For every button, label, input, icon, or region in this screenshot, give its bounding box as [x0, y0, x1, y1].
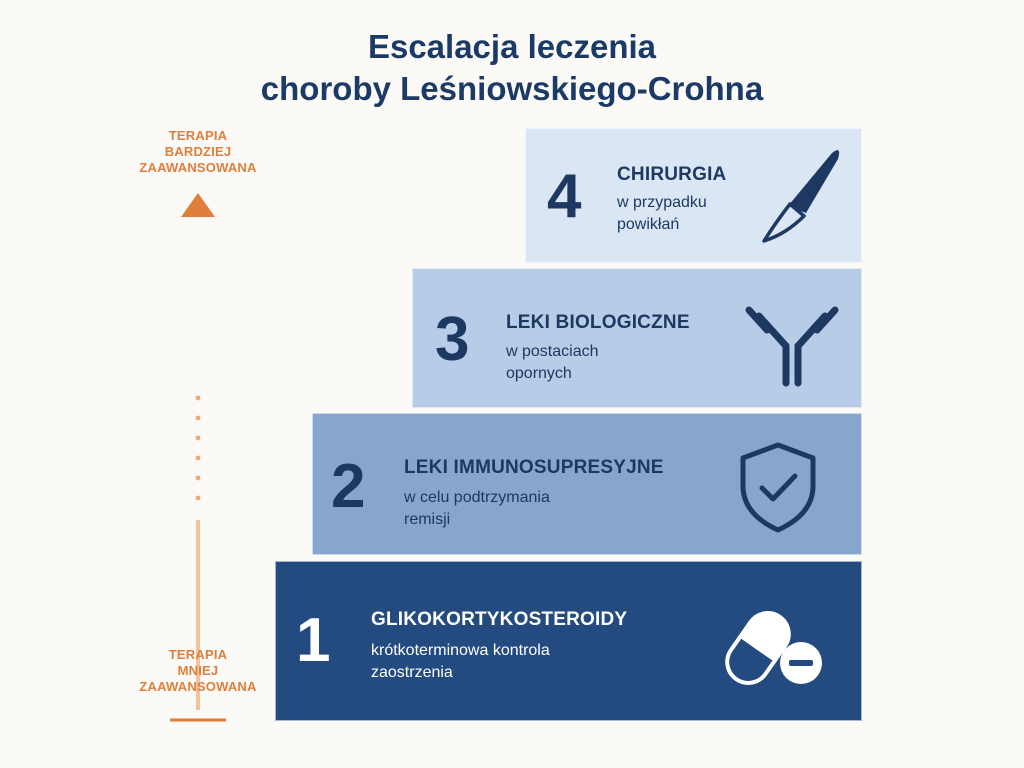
- step-description-line-2: opornych: [506, 365, 572, 382]
- title-line-1: Escalacja leczenia: [367, 28, 657, 65]
- step-number: 1: [296, 606, 331, 675]
- axis-label-top-line-1: TERAPIA: [168, 128, 228, 143]
- axis-label-top: [113, 128, 283, 176]
- antibody-icon: [741, 294, 841, 389]
- axis-label-bottom: [113, 647, 283, 695]
- title-line-2: choroby Leśniowskiego-Crohna: [260, 70, 764, 107]
- step-description: [617, 192, 707, 236]
- step-description-line-1: w celu podtrzymania: [404, 489, 550, 506]
- step-title: LEKI BIOLOGICZNE: [506, 312, 690, 333]
- step-description-line-2: powikłań: [617, 216, 680, 233]
- step-2-immunosuppressants: [312, 413, 862, 555]
- axis-label-bottom-line-1: TERAPIA: [168, 647, 228, 662]
- step-description-line-1: w przypadku: [617, 194, 707, 211]
- axis-label-top-line-2: BARDZIEJ: [164, 144, 232, 159]
- scalpel-icon: [748, 141, 848, 245]
- step-description-line-2: remisji: [404, 511, 451, 528]
- step-description: [404, 487, 550, 531]
- axis-label-bottom-line-3: ZAAWANSOWANA: [139, 679, 257, 694]
- step-number: 4: [547, 162, 582, 231]
- pill-icon: [716, 590, 826, 695]
- step-title: LEKI IMMUNOSUPRESYJNE: [404, 457, 664, 478]
- step-1-glucocorticoids: [275, 561, 862, 721]
- step-description-line-1: krótkoterminowa kontrola: [371, 642, 550, 659]
- step-description-line-1: w postaciach: [506, 343, 599, 360]
- step-number: 3: [435, 305, 470, 374]
- step-4-surgery: [525, 128, 862, 263]
- step-number: 2: [331, 452, 366, 521]
- step-description: [506, 341, 599, 385]
- shield-check-icon: [735, 440, 821, 534]
- step-3-biologics: [412, 268, 862, 408]
- axis-label-top-line-3: ZAAWANSOWANA: [139, 160, 257, 175]
- step-description: [371, 640, 550, 684]
- step-description-line-2: zaostrzenia: [371, 664, 453, 681]
- step-title: GLIKOKORTYKOSTEROIDY: [371, 609, 628, 630]
- axis-label-bottom-line-2: MNIEJ: [177, 663, 219, 678]
- step-title: CHIRURGIA: [617, 164, 727, 185]
